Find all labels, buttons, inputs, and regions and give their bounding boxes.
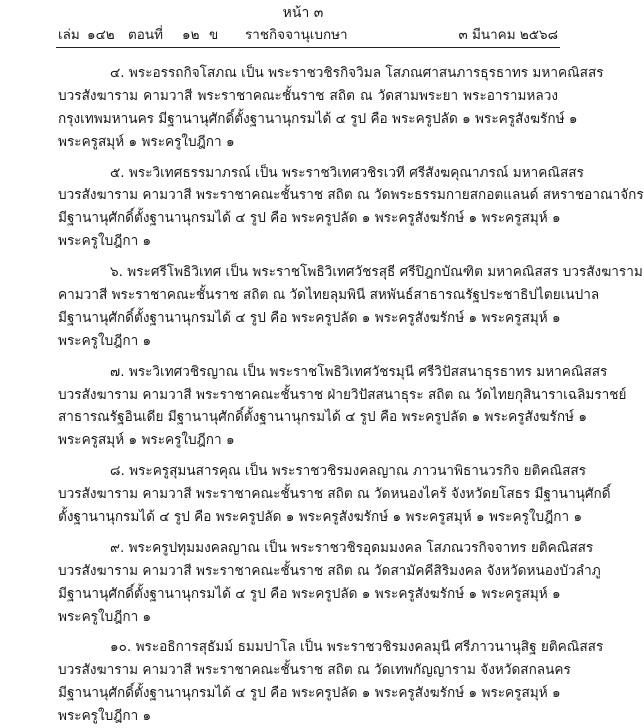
paragraph-line: สาธารณรัฐอินเดีย มีฐานานุศักดิ์ตั้งฐานานุกรมได้ ๔ รูป คือ พระครูปลัด ๑ พระครูสังฆรักษ์ ๑ [58, 409, 587, 426]
paragraph-line: พระครูสมุห์ ๑ พระครูใบฎีกา ๑ [58, 133, 235, 150]
paragraph-spacer [58, 154, 558, 162]
paragraph-line: บวรสังฆาราม คามวาสี พระราชาคณะชั้นราช สถิต ณ วัดพระธรรมกายสกอตแลนด์ สหราชอาณาจักร [58, 187, 644, 204]
paragraph-spacer [58, 529, 558, 537]
paragraph-line: พระครูสมุห์ ๑ พระครูใบฎีกา ๑ [58, 432, 235, 449]
paragraph-line: มีฐานานุศักดิ์ตั้งฐานานุกรมได้ ๔ รูป คือ พระครูปลัด ๑ พระครูสังฆรักษ์ ๑ พระครูสมุห์ ๑ [58, 685, 561, 702]
appointment-paragraph-5 [58, 162, 644, 254]
paragraph-line: ๔. พระอรรถกิจโสภณ เป็น พระราชวชิรกิจวิมล โสภณศาสนภารธุรธาทร มหาคณิสสร [110, 65, 604, 81]
paragraph-line: บวรสังฆาราม คามวาสี พระราชาคณะชั้นราช สถิต ณ วัดหนองไคร้ จังหวัดยโสธร มีฐานานุศักดิ์ [58, 486, 611, 503]
paragraph-line: มีฐานานุศักดิ์ตั้งฐานานุกรมได้ ๔ รูป คือ พระครูปลัด ๑ พระครูสังฆรักษ์ ๑ พระครูสมุห์ ๑ [58, 210, 561, 227]
paragraph-line: บวรสังฆาราม คามวาสี พระราชาคณะชั้นราช สถิต ณ วัดสามพระยา พระอารามหลวง [58, 87, 558, 104]
paragraph-line: มีฐานานุศักดิ์ตั้งฐานานุกรมได้ ๔ รูป คือ พระครูปลัด ๑ พระครูสังฆรักษ์ ๑ พระครูสมุห์ ๑ [58, 585, 561, 602]
section-number: ๑๒ [182, 27, 200, 43]
paragraph-line: ตั้งฐานานุกรมได้ ๔ รูป คือ พระครูปลัด ๑ พระครูสังฆรักษ์ ๑ พระครูสมุห์ ๑ พระครูใบฎีกา ๑ [58, 509, 583, 526]
paragraph-spacer [58, 628, 558, 636]
appointment-paragraph-8 [58, 460, 611, 529]
paragraph-line: พระครูใบฎีกา ๑ [58, 332, 152, 349]
paragraph-line: ๗. พระวิเทศวชิรญาณ เป็น พระราชโพธิวิเทศวัชรมุนี ศรีวิปัสสนาธุรธาทร มหาคณิสสร [110, 363, 608, 380]
section-label: ตอนที่ [128, 27, 164, 43]
part-label: ข [209, 27, 219, 43]
paragraph-line: ๖. พระศรีโพธิวิเทศ เป็น พระราชโพธิวิเทศวัชรสุธี ศรีปิฎกบัณฑิต มหาคณิสสร บวรสังฆาราม [110, 264, 643, 281]
paragraph-line: พระครูใบฎีกา ๑ [58, 608, 152, 625]
appointment-paragraph-6 [58, 261, 643, 353]
appointment-paragraph-9 [58, 537, 601, 629]
appointment-paragraph-10 [58, 636, 604, 728]
paragraph-line: ๘. พระครูสุมนสารคุณ เป็น พระราชวชิรมงคลญาณ ภาวนาพิธานวรกิจ ยติคณิสสร [110, 463, 587, 480]
paragraph-line: พระครูใบฎีกา ๑ [58, 708, 152, 725]
paragraph-spacer [58, 452, 558, 460]
paragraph-spacer [58, 253, 558, 261]
gazette-name: ราชกิจจานุเบกษา [245, 27, 348, 43]
publication-date: ๓ มีนาคม ๒๕๖๘ [458, 27, 558, 43]
paragraph-line: คามวาสี พระราชาคณะชั้นราช สถิต ณ วัดไทยลุมพินี สหพันธ์สาธารณรัฐประชาธิปไตยเนปาล [58, 287, 600, 304]
paragraph-line: ๕. พระวิเทศธรรมาภรณ์ เป็น พระราชวิเทศวชิรเวที ศรีสังฆคุณาภรณ์ มหาคณิสสร [110, 164, 584, 181]
paragraph-line: บวรสังฆาราม คามวาสี พระราชาคณะชั้นราช สถิต ณ วัดเทพกัญญาราม จังหวัดสกลนคร [58, 662, 571, 679]
appointment-paragraph-4 [58, 62, 604, 154]
paragraph-line: ๙. พระครูปทุมมงคลญาณ เป็น พระราชวชิรอุดมมงคล โสภณวรกิจจาทร ยติคณิสสร [110, 539, 594, 556]
volume-number: ๑๔๒ [87, 27, 115, 43]
appointment-paragraph-7 [58, 361, 627, 453]
paragraph-line: บวรสังฆาราม คามวาสี พระราชาคณะชั้นราช ฝ่ายวิปัสสนาธุระ สถิต ณ วัดไทยกุสินาราเฉลิมราชย์ [58, 386, 627, 403]
header-divider [56, 47, 560, 48]
paragraph-line: กรุงเทพมหานคร มีฐานานุศักดิ์ตั้งฐานานุกรมได้ ๔ รูป คือ พระครูปลัด ๑ พระครูสังฆรักษ์ ๑ [58, 110, 578, 127]
paragraph-line: บวรสังฆาราม คามวาสี พระราชาคณะชั้นราช สถิต ณ วัดสามัคคีสิริมงคล จังหวัดหนองบัวลำภู [58, 562, 601, 579]
paragraph-line: ๑๐. พระอธิการสุธัมม์ ธมมปาโล เป็น พระราชวชิรมงคลมุนี ศรีภาวนานุสิฐ ยติคณิสสร [110, 639, 604, 656]
volume-label: เล่ม [58, 27, 80, 43]
paragraph-line: พระครูใบฎีกา ๑ [58, 233, 152, 250]
paragraph-line: มีฐานานุศักดิ์ตั้งฐานานุกรมได้ ๔ รูป คือ พระครูปลัด ๑ พระครูสังฆรักษ์ ๑ พระครูสมุห์ ๑ [58, 309, 561, 326]
paragraph-spacer [58, 353, 558, 361]
document-body [58, 62, 644, 728]
gazette-header [58, 25, 558, 45]
page-number: หน้า ๓ [282, 5, 324, 21]
